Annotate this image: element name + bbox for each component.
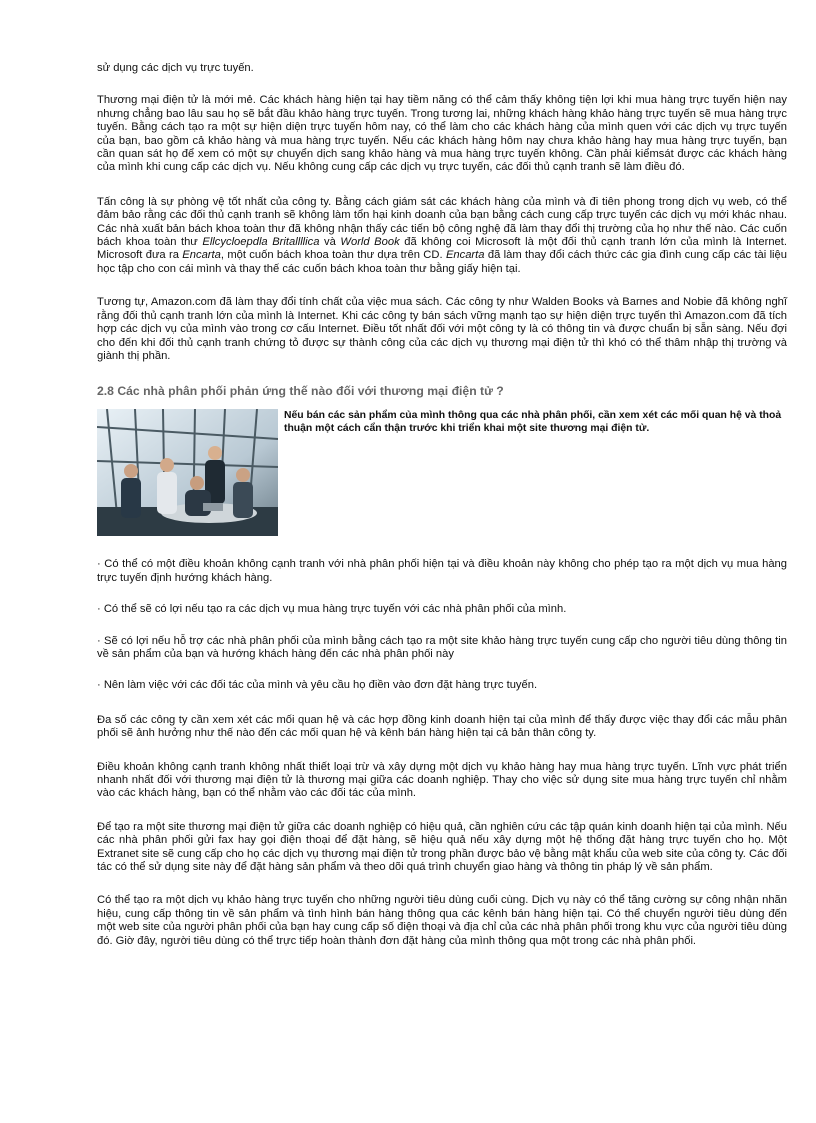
paragraph-body: Để tạo ra một site thương mại điện tử giữa các doanh nghiệp có hiệu quả, cần nghiên cứu các tập quán kinh doanh hiện tại của mình. Nếu các nhà phân phối gửi fax hay gọi điện thoại để đặt hàng, sẽ hiệu quả nếu xây dựng một hệ thống đặt hàng trực tuyến cho họ. Một Extranet site sẽ cung cấp cho họ các dịch vụ thương mại điện tử trong phần được bảo vệ bằng mật khẩu của web site của công ty. Các đối tác có thể sử dụng site này để đặt hàng sản phẩm và theo dõi quá trình chuyển giao hàng và thông tin pháp lý về sản phẩm. (97, 820, 787, 873)
bullet-item: · Nên làm việc với các đối tác của mình và yêu cầu họ điền vào đơn đặt hàng trực tuyến. (97, 679, 538, 692)
p3-italic-encarta-1: Encarta (182, 249, 221, 262)
bullet-item: · Có thể có một điều khoản không cạnh tranh với nhà phân phối hiện tại và điều khoản này không cho phép tạo ra một dịch vụ mua hàng trực tuyến định hướng khách hàng. (97, 558, 787, 584)
bullet-item: · Sẽ có lợi nếu hỗ trợ các nhà phân phối của mình bằng cách tạo ra một site khảo hàng trực tuyến cung cấp cho người tiêu dùng thông tin về sản phẩm của bạn và hướng khách hàng đến các nhà phân phối này (97, 634, 787, 660)
business-meeting-photo (97, 409, 278, 536)
bullet-item: · Có thể sẽ có lợi nếu tạo ra các dịch vụ mua hàng trực tuyến với các nhà phân phối của mình. (97, 603, 567, 616)
p3-text-c: đã không coi Microsoft là một đối thủ cạnh tranh lớn của mình là Internet. Microsoft đưa ra (97, 236, 787, 262)
document-page (97, 62, 787, 968)
paragraph-continued: sử dụng các dịch vụ trực tuyến. (97, 62, 254, 74)
p3-text-b: và (319, 236, 341, 249)
paragraph-ecommerce-new: Thương mại điện tử là mới mẻ. Các khách hàng hiện tại hay tiềm năng có thể cảm thấy không tiện lợi khi mua hàng trực tuyến hiện nay nhưng chẳng bao lâu sau họ sẽ bắt đầu khảo hàng trực tuyến. Trong tương lai, những khách hàng khảo hàng trực tuyến sẽ mua hàng trực tuyến. Bằng cách tạo ra một sự hiện diện trực tuyến hôm nay, có thể làm cho các khách hàng của mình quen với các dịch vụ trực tuyến của bạn, bao gồm cả khảo hàng và mua hàng trực tuyến. Nếu các khách hàng hôm nay chưa khảo hàng hay mua hàng trực tuyến, bạn cần quan sát họ để xem có một sự chuyển dịch sang khảo hàng và mua hàng trực tuyến không. Cần phải kiểmsát được các khách hàng của mình khi cung cấp các dịch vụ. Nếu không cung cấp các dịch vụ trực tuyến, các đối thủ cạnh tranh sẽ làm điều đó. (97, 94, 787, 174)
p3-italic-britannica: Ellcycloepdla Britallllica (202, 236, 320, 249)
p3-text-a: Tấn công là sự phòng vệ tốt nhất của công ty. Bằng cách giám sát các khách hàng của mình và đi tiên phong trong dịch vụ web, có thể đảm bảo rằng các đối thủ cạnh tranh sẽ không làm tổn hại kinh doanh của bạn bằng cách cung cấp trực tuyến các dịch vụ mới khác nhau. Các nhà xuất bản bách khoa toàn thư đã không nhận thấy các tiến bộ công nghệ đã làm thay đổi thị trường của họ như thế nào. Các cuốn bách khoa toàn thư (97, 195, 787, 249)
paragraph-offense-defense (97, 196, 787, 276)
p3-text-e: đã làm thay đổi cách thức các gia đình cung cấp các tài liệu học tập cho con cái mình và thay thế các cuốn bách khoa toàn thư bằng giấy hiện tại. (97, 249, 787, 275)
section-heading: 2.8 Các nhà phân phối phản ứng thế nào đối với thương mại điện tử ? (97, 384, 504, 399)
paragraph-body: Đa số các công ty cần xem xét các mối quan hệ và các hợp đồng kinh doanh hiện tại của mình để thấy được việc thay đổi các mẫu phân phối sẽ ảnh hưởng như thế nào đến các mối quan hệ và kênh bán hàng hiện tại cả bản thân công ty. (97, 713, 787, 740)
p3-italic-encarta-2: Encarta (445, 249, 485, 262)
paragraph-amazon: Tương tự, Amazon.com đã làm thay đổi tính chất của việc mua sách. Các công ty như Walden Books và Barnes and Nobie đã không nghĩ rằng đối thủ cạnh tranh lớn của mình là Internet. Khi các công ty bán sách vững mạnh tạo sự hiện diện trực tuyến thì Amazon.com đã tích hợp các dịch vụ của mình vào trong cơ cấu Internet. Điều tốt nhất đối với một công ty là có thông tin và được chuẩn bị sẵn sàng. Nếu đợi cho đến khi đối thủ cạnh tranh chứng tỏ được sự thành công của các dịch vụ thương mại điện tử thì khó có thể thâm nhập thị trường và giành thị phần. (97, 296, 787, 362)
callout-text: Nếu bán các sản phẩm của mình thông qua các nhà phân phối, cần xem xét các mối quan hệ và thoả thuận một cách cẩn thận trước khi triển khai một site thương mại điện tử. (284, 410, 782, 435)
p3-text-d: , một cuốn bách khoa toàn thư dựa trên CD. (220, 249, 446, 262)
figure-row (97, 409, 787, 536)
paragraph-body: Điều khoản không cạnh tranh không nhất thiết loại trừ và xây dựng một dịch vụ khảo hàng hay mua hàng trực tuyến. Lĩnh vực phát triển nhanh nhất đối với thương mại điện tử là thương mại giữa các doanh nghiệp. Thay cho việc sử dụng site mua hàng trực tuyến chỉ nhằm vào các khách hàng, bạn có thể nhằm vào các đối tác của mình. (97, 760, 787, 800)
paragraph-body: Có thể tạo ra một dịch vụ khảo hàng trực tuyến cho những người tiêu dùng cuối cùng. Dịch vụ này có thể tăng cường sự công nhận nhãn hiệu, cung cấp thông tin về sản phẩm và tình hình bán hàng thông qua các kênh bán hàng hiện tại. Có thể chuyển người tiêu dùng đến một web site của người phân phối của bạn hay cung cấp số điện thoại và địa chỉ của các nhà phân phối trong khu vực của người tiêu dùng đó. Giờ đây, người tiêu dùng có thể trực tiếp hoàn thành đơn đặt hàng của mình thông qua một trong các nhà phân phối. (97, 894, 787, 947)
p3-italic-world-book: World Book (340, 236, 400, 249)
